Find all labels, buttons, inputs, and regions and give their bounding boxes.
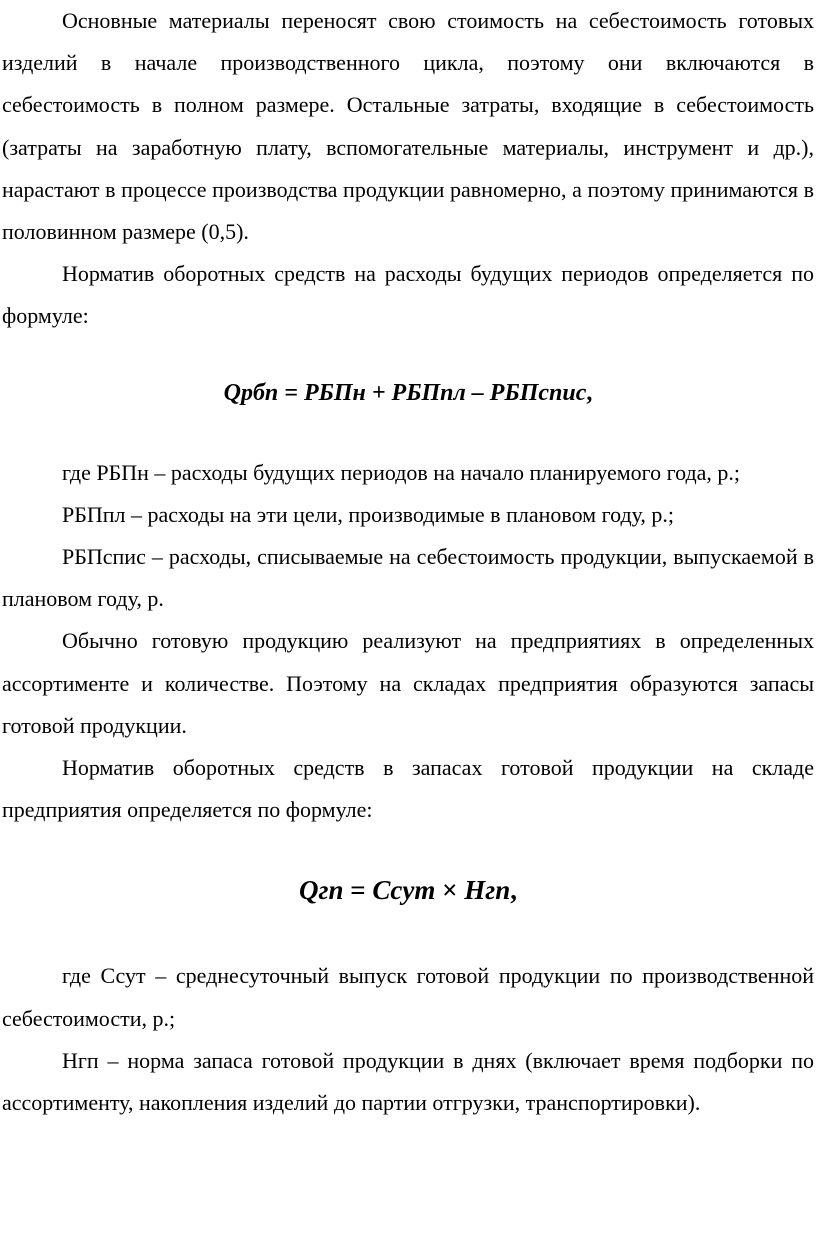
paragraph-rbpn-definition: где РБПн – расходы будущих периодов на начало планируемого года, р.; (62, 459, 741, 485)
formula-2-term-1: Сcут (372, 875, 436, 906)
paragraph-rbpspis-definition: РБПспис – расходы, списываемые на себестоимость продукции, выпускаемой в плановом году, р. (2, 544, 814, 612)
formula-1-minus: – (465, 379, 490, 406)
paragraph-finished-goods: Обычно готовую продукцию реализуют на предприятиях в определенных ассортименте и количестве. Поэтому на складах предприятия образуются запасы готовой продукции. (2, 628, 814, 738)
paragraph-rbppl-definition: РБПпл – расходы на эти цели, производимые в плановом году, р.; (62, 501, 675, 527)
formula-1-term-1: РБПн (303, 379, 366, 406)
formula-deferred-expenses (2, 372, 814, 414)
paragraph-deferred-expenses-intro: Норматив оборотных средств на расходы будущих периодов определяется по формуле: (2, 261, 814, 329)
formula-2-term-2: Нгп (464, 875, 511, 906)
formula-1-plus: + (365, 379, 392, 406)
paragraph-ngp-definition: Нгп – норма запаса готовой продукции в днях (включает время подборки по ассортименту, накопления изделий до партии отгрузки, транспортировки). (2, 1047, 814, 1116)
formula-1-term-2: РБПпл (391, 379, 466, 406)
formula-1-term-3: РБПспис (489, 379, 587, 406)
formula-2-tail: , (510, 875, 517, 906)
formula-1-tail: , (586, 379, 593, 406)
paragraph-materials-cost: Основные материалы переносят свою стоимость на себестоимость готовых изделий в начале производственного цикла, поэтому они включаются в себестоимость в полном размере. Остальные затраты, входящие в себестоимость (затраты на заработную плату, вспомогательные материалы, инструмент и др.), нарастают в процессе производства продукции равномерно, а поэтому принимаются в половинном размере (0,5). (2, 8, 814, 245)
formula-1-lhs: Qрбп (223, 379, 279, 406)
formula-2-times: × (435, 875, 465, 906)
formula-2-lhs: Qгп (299, 875, 344, 906)
formula-1-eq: = (278, 379, 304, 406)
formula-finished-goods (2, 869, 814, 911)
paragraph-finished-goods-norm-intro: Норматив оборотных средств в запасах готовой продукции на складе предприятия определяется по формуле: (2, 755, 814, 823)
paragraph-ssut-definition: где Ссут – среднесуточный выпуск готовой продукции по производственной себестоимости, р.; (2, 963, 814, 1031)
formula-2-eq: = (343, 875, 373, 906)
